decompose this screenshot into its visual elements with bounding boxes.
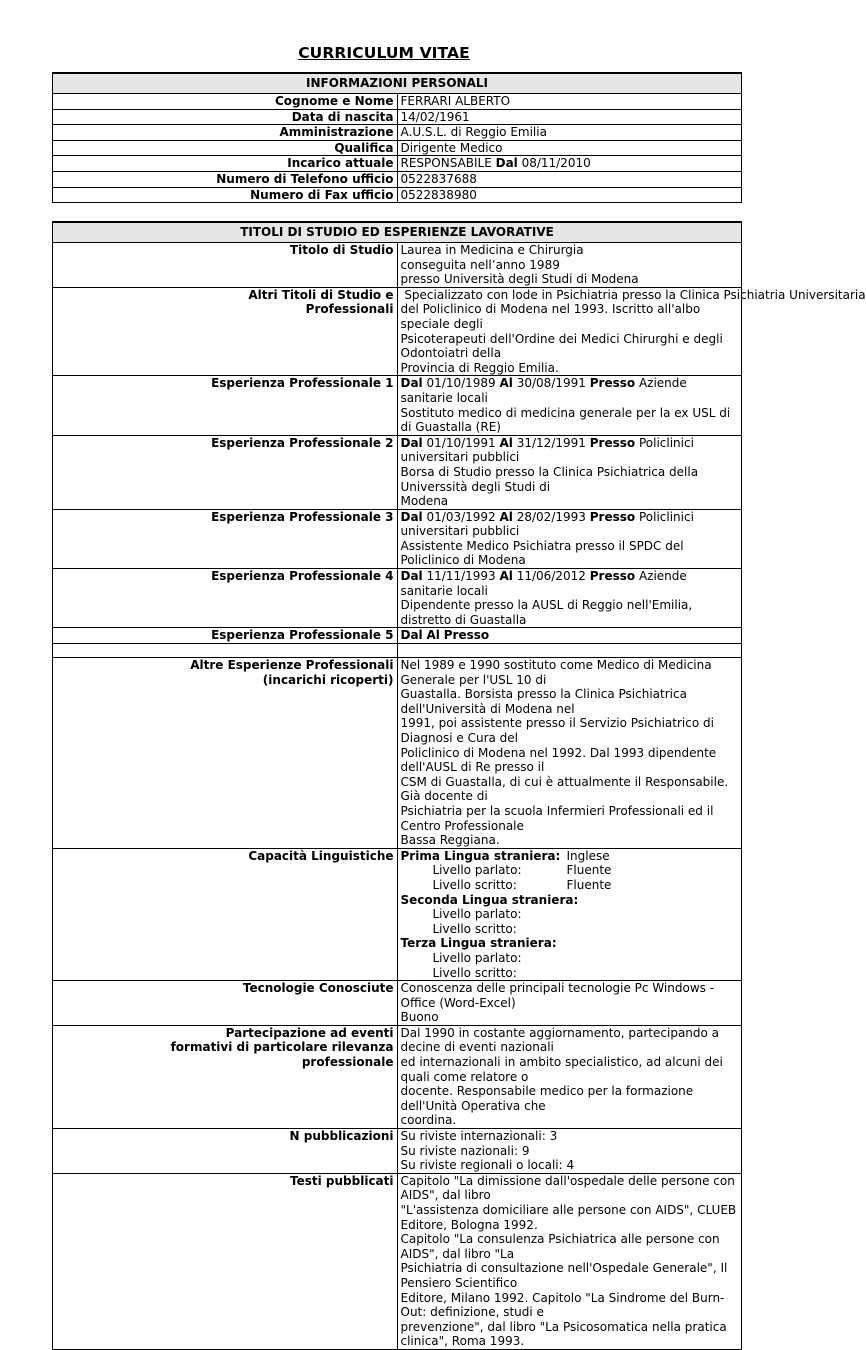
spacer-row xyxy=(53,644,742,658)
value-text: RESPONSABILE xyxy=(400,156,496,171)
level-label: Livello parlato: xyxy=(432,907,522,922)
value-text: 08/11/2010 xyxy=(517,156,591,171)
date-to: 28/02/1993 xyxy=(516,509,586,524)
label-line: formativi di particolare rilevanza xyxy=(170,1040,394,1055)
experience-line xyxy=(401,510,739,539)
empty-cell xyxy=(397,644,742,658)
field-value xyxy=(397,848,742,980)
language-line xyxy=(401,951,739,966)
keyword-presso: Presso xyxy=(589,435,636,450)
text-line: Laurea in Medicina e Chirurgia xyxy=(400,243,584,257)
keyword-al: Al xyxy=(499,509,513,524)
studies-table xyxy=(52,221,866,1350)
field-value xyxy=(397,628,742,644)
keyword-presso: Presso xyxy=(443,628,490,643)
text-line: 1991, poi assistente presso il Servizio Psichiatrico di Diagnosi e Cura del xyxy=(400,716,714,745)
field-label: Tecnologie Conosciute xyxy=(53,981,398,1026)
field-label: Amministrazione xyxy=(53,125,398,141)
keyword-al: Al xyxy=(499,376,513,391)
language-line xyxy=(401,893,739,908)
table-row xyxy=(53,376,742,435)
employer: Aziende sanitarie locali xyxy=(400,569,687,598)
text-line: ed internazionali in ambito specialistico, ad alcuni dei quali come relatore o xyxy=(400,1055,723,1084)
experience-line xyxy=(401,569,739,598)
table-row xyxy=(53,94,742,110)
text-line: Policlinico di Modena nel 1992. Dal 1993 dipendente dell'AUSL di Re presso il xyxy=(400,745,717,775)
table-row xyxy=(53,171,742,187)
language-line xyxy=(401,849,739,864)
label-line: (incarichi ricoperti) xyxy=(262,672,394,687)
text-line: Dal 1990 in costante aggiornamento, partecipando a decine di eventi nazionali xyxy=(400,1025,720,1055)
language-line xyxy=(401,907,739,922)
field-label: Numero di Telefono ufficio xyxy=(53,171,398,187)
keyword-dal: Dal xyxy=(400,435,423,450)
level-value: Fluente xyxy=(566,863,612,878)
table-row xyxy=(53,658,742,849)
personal-info-table xyxy=(52,72,742,203)
field-value xyxy=(397,1173,742,1349)
table-row xyxy=(53,156,742,172)
text-line: Provincia di Reggio Emilia. xyxy=(400,360,559,375)
field-label: Incarico attuale xyxy=(53,156,398,172)
language-line xyxy=(401,878,739,893)
field-value: Dirigente Medico xyxy=(397,140,742,156)
table-row xyxy=(53,435,742,509)
field-value: 14/02/1961 xyxy=(397,109,742,125)
document-title: CURRICULUM VITAE xyxy=(298,44,470,62)
experience-line xyxy=(401,436,739,465)
keyword-dal: Dal xyxy=(400,509,423,524)
keyword-dal: Dal xyxy=(400,628,423,643)
field-value: A.U.S.L. di Reggio Emilia xyxy=(397,125,742,141)
field-value xyxy=(397,1129,742,1174)
text-line: docente. Responsabile medico per la formazione dell'Unità Operativa che xyxy=(400,1084,694,1113)
field-value xyxy=(397,287,866,376)
table-row xyxy=(53,125,742,141)
field-value xyxy=(397,1025,742,1128)
text-line: Psichiatria di consultazione nell'Ospedale Generale", Il Pensiero Scientifico xyxy=(400,1261,728,1290)
field-label xyxy=(53,287,398,376)
keyword-al: Al xyxy=(499,435,513,450)
field-label: Esperienza Professionale 4 xyxy=(53,569,398,628)
text-line: Modena xyxy=(400,494,449,509)
field-value xyxy=(397,569,742,628)
text-line: CSM di Guastalla, di cui è attualmente il Responsabile. Già docente di xyxy=(400,774,729,804)
keyword-dal: Dal xyxy=(400,376,423,391)
label-line: professionale xyxy=(301,1055,394,1070)
field-label: Esperienza Professionale 1 xyxy=(53,376,398,435)
label-line: Altri Titoli di Studio e xyxy=(248,287,394,302)
text-line: del Policlinico di Modena nel 1993. Iscritto all'albo speciale degli xyxy=(400,302,701,331)
field-label: Numero di Fax ufficio xyxy=(53,187,398,203)
text-line: Borsa di Studio presso la Clinica Psichiatrica della Universsità degli Studi di xyxy=(400,464,699,494)
date-from: 11/11/1993 xyxy=(426,569,496,584)
label-line: Partecipazione ad eventi xyxy=(225,1025,394,1040)
section-header-studies: TITOLI DI STUDIO ED ESPERIENZE LAVORATIVE xyxy=(53,222,742,243)
field-value xyxy=(397,435,742,509)
text-line: Nel 1989 e 1990 sostituto come Medico di Medicina Generale per l'USL 10 di xyxy=(400,658,712,687)
level-label: Livello scritto: xyxy=(432,877,517,892)
text-line: Assistente Medico Psichiatra presso il SPDC del Policlinico di Modena xyxy=(400,538,684,568)
text-line: Capitolo "La dimissione dall'ospedale delle persone con AIDS", dal libro xyxy=(400,1173,735,1203)
empty-cell xyxy=(53,644,398,658)
date-from: 01/10/1989 xyxy=(426,376,496,391)
date-to: 31/12/1991 xyxy=(516,435,586,450)
employer: Policlinici universitari pubblici xyxy=(400,509,694,539)
date-to: 30/08/1991 xyxy=(516,376,586,391)
level-value: Fluente xyxy=(566,877,612,892)
table-row xyxy=(53,848,742,980)
field-label: Testi pubblicati xyxy=(53,1173,398,1349)
text-line: Su riviste regionali o locali: 4 xyxy=(400,1158,575,1173)
language-label: Prima Lingua straniera: xyxy=(400,848,561,863)
field-value: 0522838980 xyxy=(397,187,742,203)
table-row xyxy=(53,243,742,288)
table-row xyxy=(53,187,742,203)
table-row xyxy=(53,628,742,644)
level-label: Livello parlato: xyxy=(432,950,522,965)
keyword-dal: Dal xyxy=(400,569,423,584)
language-line xyxy=(401,966,739,981)
field-label: Esperienza Professionale 3 xyxy=(53,509,398,568)
field-value xyxy=(397,376,742,435)
level-label: Livello scritto: xyxy=(432,921,517,936)
text-line: conseguita nell’anno 1989 xyxy=(400,257,560,272)
language-value: Inglese xyxy=(566,848,610,863)
field-value xyxy=(397,509,742,568)
date-to: 11/06/2012 xyxy=(516,569,586,584)
field-label: Qualifica xyxy=(53,140,398,156)
field-value xyxy=(397,658,742,849)
table-row xyxy=(53,140,742,156)
label-line: Altre Esperienze Professionali xyxy=(190,658,394,673)
table-row xyxy=(53,569,742,628)
experience-line xyxy=(401,628,739,643)
keyword-dal: Dal xyxy=(495,156,518,171)
field-label: Esperienza Professionale 2 xyxy=(53,435,398,509)
table-row xyxy=(53,1173,742,1349)
field-label: N pubblicazioni xyxy=(53,1129,398,1174)
text-line: Bassa Reggiana. xyxy=(400,833,500,848)
label-line: Professionali xyxy=(305,302,394,317)
field-value xyxy=(397,981,742,1026)
text-line: Capitolo "La consulenza Psichiatrica alle persone con AIDS", dal libro "La xyxy=(400,1232,720,1261)
field-label: Cognome e Nome xyxy=(53,94,398,110)
text-line: Conoscenza delle principali tecnologie Pc Windows - Office (Word-Excel) xyxy=(400,981,715,1010)
field-label: Titolo di Studio xyxy=(53,243,398,288)
table-row xyxy=(53,509,742,568)
table-row xyxy=(53,1129,742,1174)
field-value xyxy=(397,156,742,172)
text-line: Sostituto medico di medicina generale per la ex USL di di Guastalla (RE) xyxy=(400,405,731,435)
language-label: Seconda Lingua straniera: xyxy=(400,892,579,907)
keyword-al: Al xyxy=(426,628,440,643)
text-line: Psicoterapeuti dell'Ordine dei Medici Chirurghi e degli Odontoiatri della xyxy=(400,331,723,361)
text-line: Editore, Milano 1992. Capitolo "La Sindrome del Burn-Out: definizione, studi e xyxy=(400,1290,725,1320)
text-line: Dipendente presso la AUSL di Reggio nell'Emilia, distretto di Guastalla xyxy=(400,598,693,627)
field-value xyxy=(397,243,742,288)
text-line: Specializzato con lode in Psichiatria presso la Clinica Psichiatria Universitaria xyxy=(400,287,866,302)
text-line: presso Università degli Studi di Modena xyxy=(400,272,639,287)
field-label xyxy=(53,1025,398,1128)
table-row xyxy=(53,981,742,1026)
keyword-presso: Presso xyxy=(589,509,636,524)
employer: Aziende sanitarie locali xyxy=(400,376,687,405)
text-line: "L'assistenza domiciliare alle persone con AIDS", CLUEB Editore, Bologna 1992. xyxy=(400,1203,737,1232)
text-line: Buono xyxy=(400,1010,439,1025)
text-line: Guastalla. Borsista presso la Clinica Psichiatrica dell'Università di Modena nel xyxy=(400,687,687,716)
keyword-al: Al xyxy=(499,569,513,584)
keyword-presso: Presso xyxy=(589,569,636,584)
table-row xyxy=(53,109,742,125)
field-label: Data di nascita xyxy=(53,109,398,125)
text-line: coordina. xyxy=(400,1113,457,1128)
table-row xyxy=(53,1025,742,1128)
table-row xyxy=(53,287,742,376)
field-label: Esperienza Professionale 5 xyxy=(53,628,398,644)
keyword-presso: Presso xyxy=(589,376,636,391)
text-line: Psichiatria per la scuola Infermieri Professionali ed il Centro Professionale xyxy=(400,803,714,833)
level-label: Livello scritto: xyxy=(432,965,517,980)
language-line xyxy=(401,936,739,951)
field-label xyxy=(53,658,398,849)
language-line xyxy=(401,922,739,937)
text-line: Su riviste nazionali: 9 xyxy=(400,1143,530,1158)
section-header-personal: INFORMAZIONI PERSONALI xyxy=(53,73,742,94)
date-from: 01/03/1992 xyxy=(426,509,496,524)
text-line: prevenzione", dal libro "La Psicosomatica nella pratica clinica", Roma 1993. xyxy=(400,1319,727,1349)
field-value: FERRARI ALBERTO xyxy=(397,94,742,110)
text-line: Su riviste internazionali: 3 xyxy=(400,1129,558,1144)
experience-line xyxy=(401,376,739,405)
language-line xyxy=(401,863,739,878)
level-label: Livello parlato: xyxy=(432,863,522,878)
language-label: Terza Lingua straniera: xyxy=(400,936,557,951)
date-from: 01/10/1991 xyxy=(426,435,496,450)
employer: Policlinici universitari pubblici xyxy=(400,435,694,465)
field-value: 0522837688 xyxy=(397,171,742,187)
field-label: Capacità Linguistiche xyxy=(53,848,398,980)
